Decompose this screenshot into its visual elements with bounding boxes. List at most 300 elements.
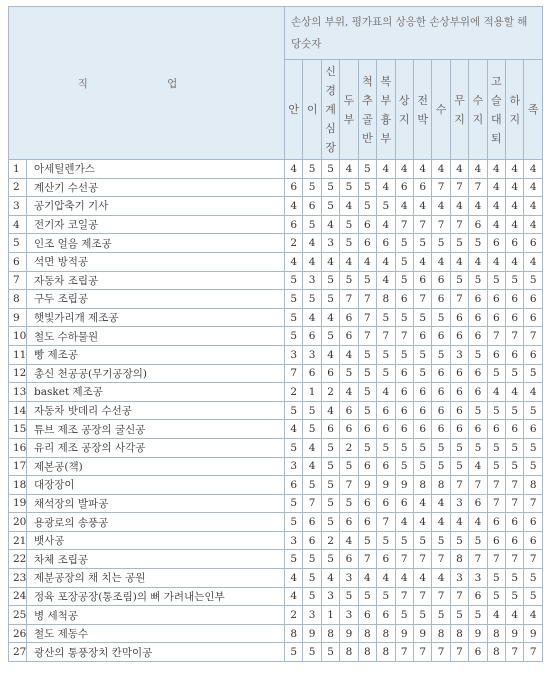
table-body xyxy=(9,160,543,662)
rating-value: 4 xyxy=(487,215,505,234)
rating-value: 6 xyxy=(432,383,450,402)
rating-value: 7 xyxy=(506,476,524,495)
injury-part-header xyxy=(285,60,303,160)
rating-value: 6 xyxy=(469,643,487,662)
injury-rating-table xyxy=(8,6,543,662)
rating-value: 4 xyxy=(450,513,468,532)
rating-value: 5 xyxy=(321,327,339,346)
injury-part-char: 골 xyxy=(362,112,373,126)
job-name: 계산기 수선공 xyxy=(27,178,285,197)
table-row xyxy=(9,160,543,179)
rating-value: 6 xyxy=(469,494,487,513)
rating-value: 7 xyxy=(358,308,376,327)
injury-part-char: 족 xyxy=(527,103,539,116)
rating-value: 4 xyxy=(377,160,395,179)
row-number: 7 xyxy=(9,271,27,290)
injury-part-header xyxy=(487,60,505,160)
rating-value: 5 xyxy=(506,401,524,420)
table-row xyxy=(9,197,543,216)
rating-value: 6 xyxy=(377,457,395,476)
rating-value: 4 xyxy=(469,457,487,476)
table-row xyxy=(9,420,543,439)
rating-value: 2 xyxy=(321,383,339,402)
rating-value: 5 xyxy=(413,345,431,364)
rating-value: 6 xyxy=(487,308,505,327)
rating-value: 5 xyxy=(450,271,468,290)
table-row xyxy=(9,327,543,346)
rating-value: 7 xyxy=(469,178,487,197)
job-name: 뱃사공 xyxy=(27,531,285,550)
injury-part-group-header: 손상의 부위, 평가표의 상응한 손상부위에 적용할 해당숫자 xyxy=(285,7,543,60)
rating-value: 5 xyxy=(413,438,431,457)
rating-value: 7 xyxy=(413,643,431,662)
rating-value: 7 xyxy=(450,178,468,197)
rating-value: 8 xyxy=(358,624,376,643)
rating-value: 4 xyxy=(303,252,321,271)
rating-value: 3 xyxy=(321,587,339,606)
rating-value: 5 xyxy=(358,531,376,550)
rating-value: 5 xyxy=(377,438,395,457)
rating-value: 5 xyxy=(469,438,487,457)
job-name: 아세틸렌가스 xyxy=(27,160,285,179)
injury-part-header xyxy=(377,60,395,160)
rating-value: 6 xyxy=(524,345,542,364)
row-number: 16 xyxy=(9,438,27,457)
rating-value: 5 xyxy=(487,364,505,383)
rating-value: 6 xyxy=(303,364,321,383)
rating-value: 5 xyxy=(432,457,450,476)
row-number: 20 xyxy=(9,513,27,532)
rating-value: 4 xyxy=(340,197,358,216)
rating-value: 5 xyxy=(487,569,505,588)
rating-value: 5 xyxy=(413,364,431,383)
rating-value: 5 xyxy=(524,438,542,457)
injury-part-char: 지 xyxy=(454,112,465,126)
rating-value: 3 xyxy=(450,345,468,364)
job-name: 제본공(책) xyxy=(27,457,285,476)
rating-value: 8 xyxy=(340,643,358,662)
rating-value: 5 xyxy=(395,531,413,550)
rating-value: 6 xyxy=(340,420,358,439)
rating-value: 4 xyxy=(524,160,542,179)
rating-value: 6 xyxy=(506,290,524,309)
job-name: 인조 얼음 제조공 xyxy=(27,234,285,253)
rating-value: 8 xyxy=(524,476,542,495)
rating-value: 5 xyxy=(432,234,450,253)
rating-value: 6 xyxy=(469,420,487,439)
rating-value: 4 xyxy=(395,569,413,588)
rating-value: 4 xyxy=(506,160,524,179)
row-number: 3 xyxy=(9,197,27,216)
row-number: 15 xyxy=(9,420,27,439)
injury-part-char: 안 xyxy=(288,103,300,116)
rating-value: 4 xyxy=(524,178,542,197)
table-row xyxy=(9,178,543,197)
rating-value: 8 xyxy=(450,550,468,569)
rating-value: 3 xyxy=(285,457,303,476)
rating-value: 4 xyxy=(487,606,505,625)
rating-value: 6 xyxy=(487,531,505,550)
rating-value: 5 xyxy=(303,401,321,420)
rating-value: 5 xyxy=(340,234,358,253)
rating-value: 3 xyxy=(450,494,468,513)
rating-value: 5 xyxy=(358,401,376,420)
rating-value: 5 xyxy=(285,271,303,290)
rating-value: 7 xyxy=(340,476,358,495)
rating-value: 4 xyxy=(432,494,450,513)
rating-value: 5 xyxy=(432,308,450,327)
rating-value: 5 xyxy=(321,197,339,216)
rating-value: 2 xyxy=(285,606,303,625)
rating-value: 6 xyxy=(506,308,524,327)
rating-value: 7 xyxy=(506,494,524,513)
rating-value: 6 xyxy=(395,178,413,197)
rating-value: 6 xyxy=(524,513,542,532)
rating-value: 9 xyxy=(340,624,358,643)
job-name: 빵 제조공 xyxy=(27,345,285,364)
rating-value: 5 xyxy=(321,178,339,197)
rating-value: 7 xyxy=(450,587,468,606)
rating-value: 4 xyxy=(340,383,358,402)
rating-value: 5 xyxy=(321,513,339,532)
rating-value: 5 xyxy=(524,364,542,383)
rating-value: 8 xyxy=(285,624,303,643)
rating-value: 4 xyxy=(524,197,542,216)
injury-part-char: 수 xyxy=(435,103,447,116)
table-row xyxy=(9,494,543,513)
rating-value: 5 xyxy=(469,271,487,290)
rating-value: 3 xyxy=(285,345,303,364)
row-number: 25 xyxy=(9,606,27,625)
table-row xyxy=(9,383,543,402)
rating-value: 5 xyxy=(285,550,303,569)
rating-value: 5 xyxy=(303,550,321,569)
job-name: 햇빛가리개 제조공 xyxy=(27,308,285,327)
job-name: 튜브 제조 공장의 굴신공 xyxy=(27,420,285,439)
rating-value: 4 xyxy=(432,197,450,216)
rating-value: 5 xyxy=(377,308,395,327)
injury-part-char: 경 xyxy=(325,84,336,97)
rating-value: 7 xyxy=(432,215,450,234)
rating-value: 5 xyxy=(506,271,524,290)
rating-value: 5 xyxy=(358,345,376,364)
rating-value: 6 xyxy=(358,494,376,513)
rating-value: 5 xyxy=(469,401,487,420)
rating-value: 7 xyxy=(432,643,450,662)
rating-value: 4 xyxy=(285,197,303,216)
job-name: 용광로의 송풍공 xyxy=(27,513,285,532)
rating-value: 4 xyxy=(321,569,339,588)
rating-value: 6 xyxy=(432,327,450,346)
job-name: 대장장이 xyxy=(27,476,285,495)
rating-value: 4 xyxy=(506,606,524,625)
rating-value: 7 xyxy=(506,550,524,569)
rating-value: 7 xyxy=(395,215,413,234)
injury-part-char: 하 xyxy=(509,93,521,107)
rating-value: 6 xyxy=(395,401,413,420)
rating-value: 5 xyxy=(358,197,376,216)
rating-value: 5 xyxy=(487,438,505,457)
table-row xyxy=(9,457,543,476)
row-number: 21 xyxy=(9,531,27,550)
rating-value: 4 xyxy=(432,513,450,532)
rating-value: 4 xyxy=(377,252,395,271)
rating-value: 5 xyxy=(285,513,303,532)
job-name: 석면 방적공 xyxy=(27,252,285,271)
rating-value: 4 xyxy=(469,160,487,179)
table-header xyxy=(9,7,543,160)
row-number: 27 xyxy=(9,643,27,662)
rating-value: 5 xyxy=(450,234,468,253)
rating-value: 6 xyxy=(303,513,321,532)
rating-value: 6 xyxy=(487,290,505,309)
rating-value: 4 xyxy=(377,178,395,197)
rating-value: 6 xyxy=(469,215,487,234)
rating-value: 7 xyxy=(413,290,431,309)
rating-value: 5 xyxy=(506,587,524,606)
rating-value: 6 xyxy=(432,290,450,309)
injury-part-header xyxy=(340,60,358,160)
rating-value: 4 xyxy=(321,308,339,327)
rating-value: 8 xyxy=(432,624,450,643)
rating-value: 5 xyxy=(321,476,339,495)
rating-value: 5 xyxy=(285,327,303,346)
rating-value: 5 xyxy=(432,531,450,550)
rating-value: 6 xyxy=(487,234,505,253)
rating-value: 5 xyxy=(303,290,321,309)
row-number: 17 xyxy=(9,457,27,476)
rating-value: 5 xyxy=(358,178,376,197)
rating-value: 5 xyxy=(321,550,339,569)
injury-part-char: 슬 xyxy=(491,93,502,107)
rating-value: 5 xyxy=(377,587,395,606)
rating-value: 6 xyxy=(469,587,487,606)
injury-part-header xyxy=(524,60,542,160)
injury-part-char: 이 xyxy=(306,103,318,116)
injury-part-header xyxy=(432,60,450,160)
rating-value: 7 xyxy=(506,327,524,346)
rating-value: 5 xyxy=(432,438,450,457)
rating-value: 6 xyxy=(303,327,321,346)
rating-value: 4 xyxy=(321,345,339,364)
rating-value: 5 xyxy=(524,457,542,476)
job-name: 정육 포장공장(통조림)의 뼈 가려내는인부 xyxy=(27,587,285,606)
rating-value: 4 xyxy=(469,513,487,532)
rating-value: 6 xyxy=(285,178,303,197)
injury-part-header xyxy=(395,60,413,160)
rating-value: 4 xyxy=(285,569,303,588)
rating-value: 4 xyxy=(413,160,431,179)
rating-value: 5 xyxy=(377,197,395,216)
rating-value: 3 xyxy=(450,569,468,588)
job-name: 자동차 밧데리 수선공 xyxy=(27,401,285,420)
rating-value: 5 xyxy=(413,308,431,327)
rating-value: 6 xyxy=(303,531,321,550)
rating-value: 7 xyxy=(395,327,413,346)
rating-value: 7 xyxy=(395,643,413,662)
rating-value: 4 xyxy=(285,252,303,271)
rating-value: 6 xyxy=(432,401,450,420)
injury-part-char: 부 xyxy=(343,112,355,126)
row-number: 10 xyxy=(9,327,27,346)
rating-value: 6 xyxy=(469,383,487,402)
rating-value: 6 xyxy=(450,401,468,420)
rating-value: 5 xyxy=(285,290,303,309)
rating-value: 9 xyxy=(303,624,321,643)
table-row xyxy=(9,234,543,253)
injury-part-header xyxy=(450,60,468,160)
rating-value: 7 xyxy=(524,494,542,513)
rating-value: 6 xyxy=(469,308,487,327)
rating-value: 5 xyxy=(340,364,358,383)
rating-value: 5 xyxy=(285,494,303,513)
rating-value: 6 xyxy=(432,420,450,439)
rating-value: 5 xyxy=(321,457,339,476)
rating-value: 6 xyxy=(358,457,376,476)
rating-value: 7 xyxy=(377,327,395,346)
rating-value: 7 xyxy=(524,550,542,569)
rating-value: 4 xyxy=(432,569,450,588)
rating-value: 6 xyxy=(413,271,431,290)
rating-value: 6 xyxy=(469,290,487,309)
rating-value: 5 xyxy=(340,457,358,476)
rating-value: 5 xyxy=(524,271,542,290)
rating-value: 6 xyxy=(432,271,450,290)
rating-value: 7 xyxy=(524,327,542,346)
injury-part-char: 지 xyxy=(509,112,521,126)
rating-value: 4 xyxy=(524,215,542,234)
table-row xyxy=(9,643,543,662)
rating-value: 6 xyxy=(395,494,413,513)
rating-value: 5 xyxy=(303,420,321,439)
rating-value: 5 xyxy=(303,587,321,606)
rating-value: 7 xyxy=(450,215,468,234)
rating-value: 5 xyxy=(395,308,413,327)
rating-value: 7 xyxy=(413,215,431,234)
rating-value: 5 xyxy=(395,438,413,457)
rating-value: 6 xyxy=(358,215,376,234)
rating-value: 7 xyxy=(450,290,468,309)
rating-value: 5 xyxy=(524,569,542,588)
rating-value: 1 xyxy=(303,383,321,402)
rating-value: 4 xyxy=(377,271,395,290)
rating-value: 5 xyxy=(450,457,468,476)
rating-value: 2 xyxy=(340,438,358,457)
rating-value: 4 xyxy=(506,197,524,216)
rating-value: 3 xyxy=(285,531,303,550)
rating-value: 9 xyxy=(377,476,395,495)
rating-value: 7 xyxy=(340,290,358,309)
rating-value: 8 xyxy=(432,476,450,495)
rating-value: 6 xyxy=(377,550,395,569)
rating-value: 8 xyxy=(413,476,431,495)
injury-part-header xyxy=(506,60,524,160)
injury-part-char: 계 xyxy=(325,103,336,116)
rating-value: 6 xyxy=(377,494,395,513)
rating-value: 5 xyxy=(377,345,395,364)
rating-value: 4 xyxy=(377,383,395,402)
row-number: 9 xyxy=(9,308,27,327)
rating-value: 3 xyxy=(340,569,358,588)
rating-value: 4 xyxy=(340,345,358,364)
rating-value: 5 xyxy=(395,252,413,271)
injury-part-char: 흉 xyxy=(380,112,392,126)
rating-value: 6 xyxy=(413,178,431,197)
injury-part-char: 심 xyxy=(325,122,336,135)
rating-value: 2 xyxy=(285,383,303,402)
table-row xyxy=(9,438,543,457)
rating-value: 4 xyxy=(285,420,303,439)
rating-value: 2 xyxy=(321,531,339,550)
rating-value: 5 xyxy=(487,587,505,606)
rating-value: 6 xyxy=(469,364,487,383)
table-row xyxy=(9,550,543,569)
rating-value: 6 xyxy=(340,327,358,346)
rating-value: 6 xyxy=(377,234,395,253)
row-number: 14 xyxy=(9,401,27,420)
injury-part-char: 두 xyxy=(343,93,355,107)
row-number: 19 xyxy=(9,494,27,513)
rating-value: 4 xyxy=(506,215,524,234)
rating-value: 5 xyxy=(506,438,524,457)
row-number: 23 xyxy=(9,569,27,588)
rating-value: 5 xyxy=(285,438,303,457)
table-row xyxy=(9,308,543,327)
job-name: 유리 제조 공장의 사각공 xyxy=(27,438,285,457)
rating-value: 5 xyxy=(303,476,321,495)
rating-value: 5 xyxy=(358,383,376,402)
row-number: 13 xyxy=(9,383,27,402)
rating-value: 4 xyxy=(377,569,395,588)
rating-value: 9 xyxy=(395,476,413,495)
job-name: 자동차 조립공 xyxy=(27,271,285,290)
rating-value: 5 xyxy=(377,364,395,383)
table-row xyxy=(9,513,543,532)
rating-value: 6 xyxy=(358,513,376,532)
rating-value: 3 xyxy=(303,271,321,290)
rating-value: 6 xyxy=(358,420,376,439)
injury-part-header xyxy=(413,60,431,160)
rating-value: 4 xyxy=(413,569,431,588)
injury-part-char: 지 xyxy=(398,112,410,126)
table-row xyxy=(9,345,543,364)
row-number: 2 xyxy=(9,178,27,197)
rating-value: 5 xyxy=(469,531,487,550)
rating-value: 9 xyxy=(358,476,376,495)
rating-value: 7 xyxy=(303,494,321,513)
rating-value: 4 xyxy=(450,197,468,216)
rating-value: 5 xyxy=(321,438,339,457)
rating-value: 6 xyxy=(450,327,468,346)
rating-value: 6 xyxy=(377,606,395,625)
rating-value: 4 xyxy=(506,383,524,402)
rating-value: 4 xyxy=(321,215,339,234)
injury-part-header xyxy=(303,60,321,160)
rating-value: 8 xyxy=(487,624,505,643)
rating-value: 5 xyxy=(413,234,431,253)
rating-value: 5 xyxy=(303,160,321,179)
injury-part-char: 반 xyxy=(362,131,373,145)
rating-value: 8 xyxy=(450,624,468,643)
rating-value: 5 xyxy=(340,271,358,290)
rating-value: 6 xyxy=(450,364,468,383)
rating-value: 6 xyxy=(321,420,339,439)
rating-value: 7 xyxy=(469,550,487,569)
rating-value: 5 xyxy=(395,234,413,253)
rating-value: 6 xyxy=(469,327,487,346)
rating-value: 5 xyxy=(450,531,468,550)
injury-part-header xyxy=(358,60,376,160)
